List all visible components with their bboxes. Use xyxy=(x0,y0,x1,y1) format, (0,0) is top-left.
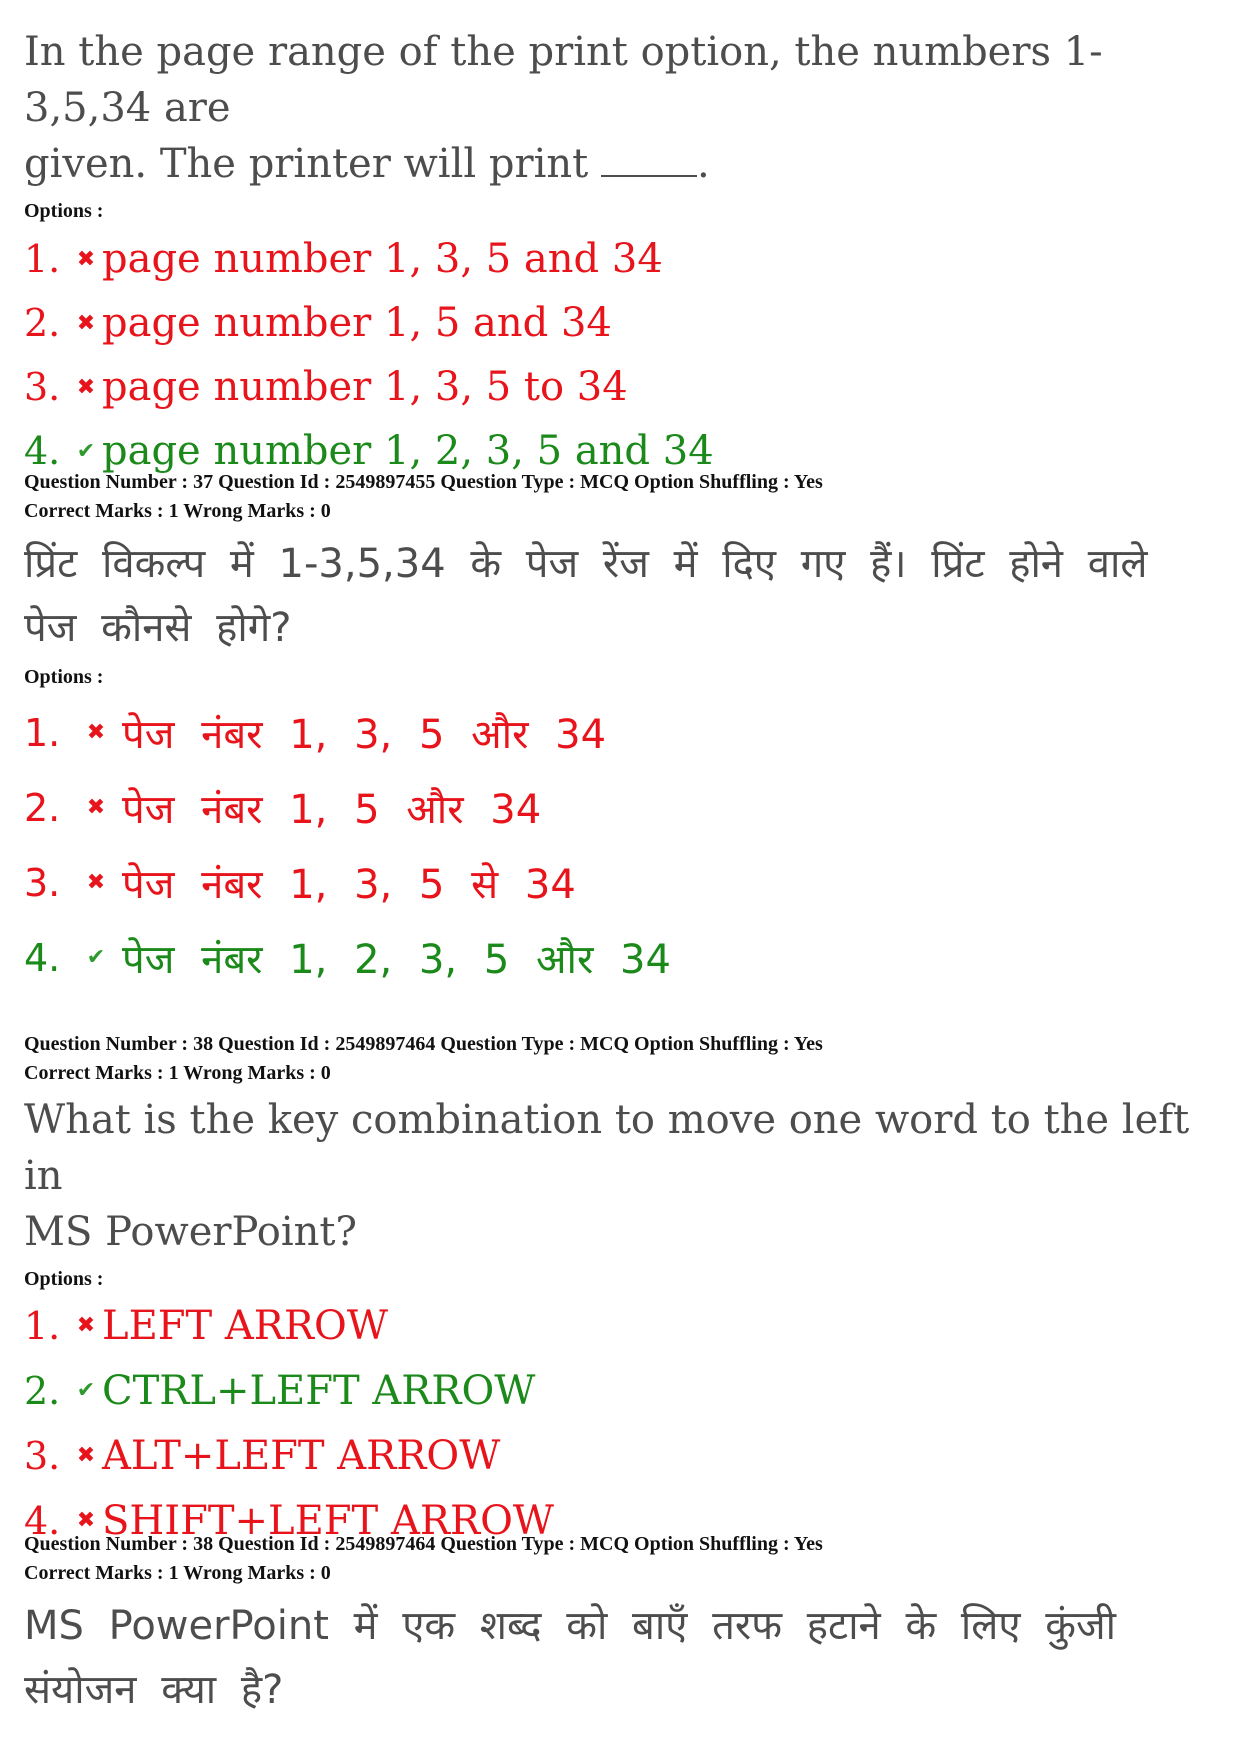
option-1 xyxy=(24,227,1224,291)
marks-meta: Correct Marks : 1 Wrong Marks : 0 xyxy=(24,1062,331,1084)
question-meta: Question Number : 38 Question Id : 2549897464 Question Type : MCQ Option Shuffling : Yes xyxy=(24,1533,823,1555)
question-text: What is the key combination to move one word to the left in xyxy=(24,1097,1190,1199)
cross-icon: ✖ xyxy=(76,1313,96,1338)
check-icon: ✔ xyxy=(76,438,96,464)
option-3 xyxy=(24,1423,1224,1488)
option-2 xyxy=(24,291,1224,355)
option-text: page number 1, 5 and 34 xyxy=(102,300,612,346)
question-meta: Question Number : 37 Question Id : 2549897455 Question Type : MCQ Option Shuffling : Yes xyxy=(24,471,823,493)
check-icon: ✔ xyxy=(86,945,106,970)
option-3 xyxy=(24,355,1224,419)
cross-icon: ✖ xyxy=(86,720,106,745)
option-number: 3. xyxy=(24,860,61,905)
option-number: 4. xyxy=(24,1498,61,1543)
option-number: 2. xyxy=(24,785,61,830)
option-text: page number 1, 2, 3, 5 and 34 xyxy=(102,428,714,474)
option-text: page number 1, 3, 5 and 34 xyxy=(102,236,663,282)
question-text: MS PowerPoint? xyxy=(24,1209,357,1255)
cross-icon: ✖ xyxy=(86,870,106,895)
cross-icon: ✖ xyxy=(76,310,96,336)
options-list xyxy=(24,695,1224,995)
question-text: संयोजन क्या है? xyxy=(24,1667,284,1713)
option-text: पेज नंबर 1, 3, 5 से 34 xyxy=(122,862,576,908)
option-number: 4. xyxy=(24,429,61,473)
option-4 xyxy=(24,920,1224,995)
option-number: 2. xyxy=(24,301,61,345)
option-text: पेज नंबर 1, 3, 5 और 34 xyxy=(122,712,607,758)
option-text: page number 1, 3, 5 to 34 xyxy=(102,364,628,410)
question-block-4 xyxy=(24,1530,1224,1722)
cross-icon: ✖ xyxy=(76,374,96,400)
option-number: 1. xyxy=(24,237,61,281)
option-text: CTRL+LEFT ARROW xyxy=(102,1367,536,1414)
cross-icon: ✖ xyxy=(76,246,96,272)
question-text: MS PowerPoint में एक शब्द को बाएँ तरफ हटाने के लिए कुंजी xyxy=(24,1603,1116,1649)
options-label: Options : xyxy=(24,200,104,222)
option-text: SHIFT+LEFT ARROW xyxy=(102,1497,554,1544)
option-text: पेज नंबर 1, 2, 3, 5 और 34 xyxy=(122,937,671,983)
cross-icon: ✖ xyxy=(86,795,106,820)
option-number: 3. xyxy=(24,365,61,409)
option-number: 1. xyxy=(24,710,61,755)
question-block-1 xyxy=(24,24,1224,483)
question-text: प्रिंट विकल्प में 1-3,5,34 के पेज रेंज में दिए गए हैं। प्रिंट होने वाले xyxy=(24,541,1148,587)
options-label: Options : xyxy=(24,666,104,688)
question-text: पेज कौनसे होगे? xyxy=(24,605,292,651)
marks-meta: Correct Marks : 1 Wrong Marks : 0 xyxy=(24,500,331,522)
question-block-3 xyxy=(24,1030,1224,1553)
question-meta: Question Number : 38 Question Id : 2549897464 Question Type : MCQ Option Shuffling : Yes xyxy=(24,1033,823,1055)
answer-blank xyxy=(601,145,697,177)
option-number: 4. xyxy=(24,935,61,980)
option-3 xyxy=(24,845,1224,920)
options-list xyxy=(24,1293,1224,1553)
option-text: LEFT ARROW xyxy=(102,1302,388,1349)
option-number: 2. xyxy=(24,1368,61,1413)
cross-icon: ✖ xyxy=(76,1443,96,1468)
question-text: In the page range of the print option, the numbers 1-3,5,34 are xyxy=(24,29,1103,131)
option-2 xyxy=(24,770,1224,845)
marks-meta: Correct Marks : 1 Wrong Marks : 0 xyxy=(24,1562,331,1584)
option-1 xyxy=(24,1293,1224,1358)
check-icon: ✔ xyxy=(76,1378,96,1403)
option-2 xyxy=(24,1358,1224,1423)
option-text: ALT+LEFT ARROW xyxy=(102,1432,501,1479)
option-number: 3. xyxy=(24,1433,61,1478)
options-list xyxy=(24,227,1224,483)
option-number: 1. xyxy=(24,1303,61,1348)
cross-icon: ✖ xyxy=(76,1508,96,1533)
option-1 xyxy=(24,695,1224,770)
option-text: पेज नंबर 1, 5 और 34 xyxy=(122,787,542,833)
question-text: given. The printer will print . xyxy=(24,141,710,187)
options-label: Options : xyxy=(24,1268,104,1290)
question-block-2 xyxy=(24,468,1224,995)
